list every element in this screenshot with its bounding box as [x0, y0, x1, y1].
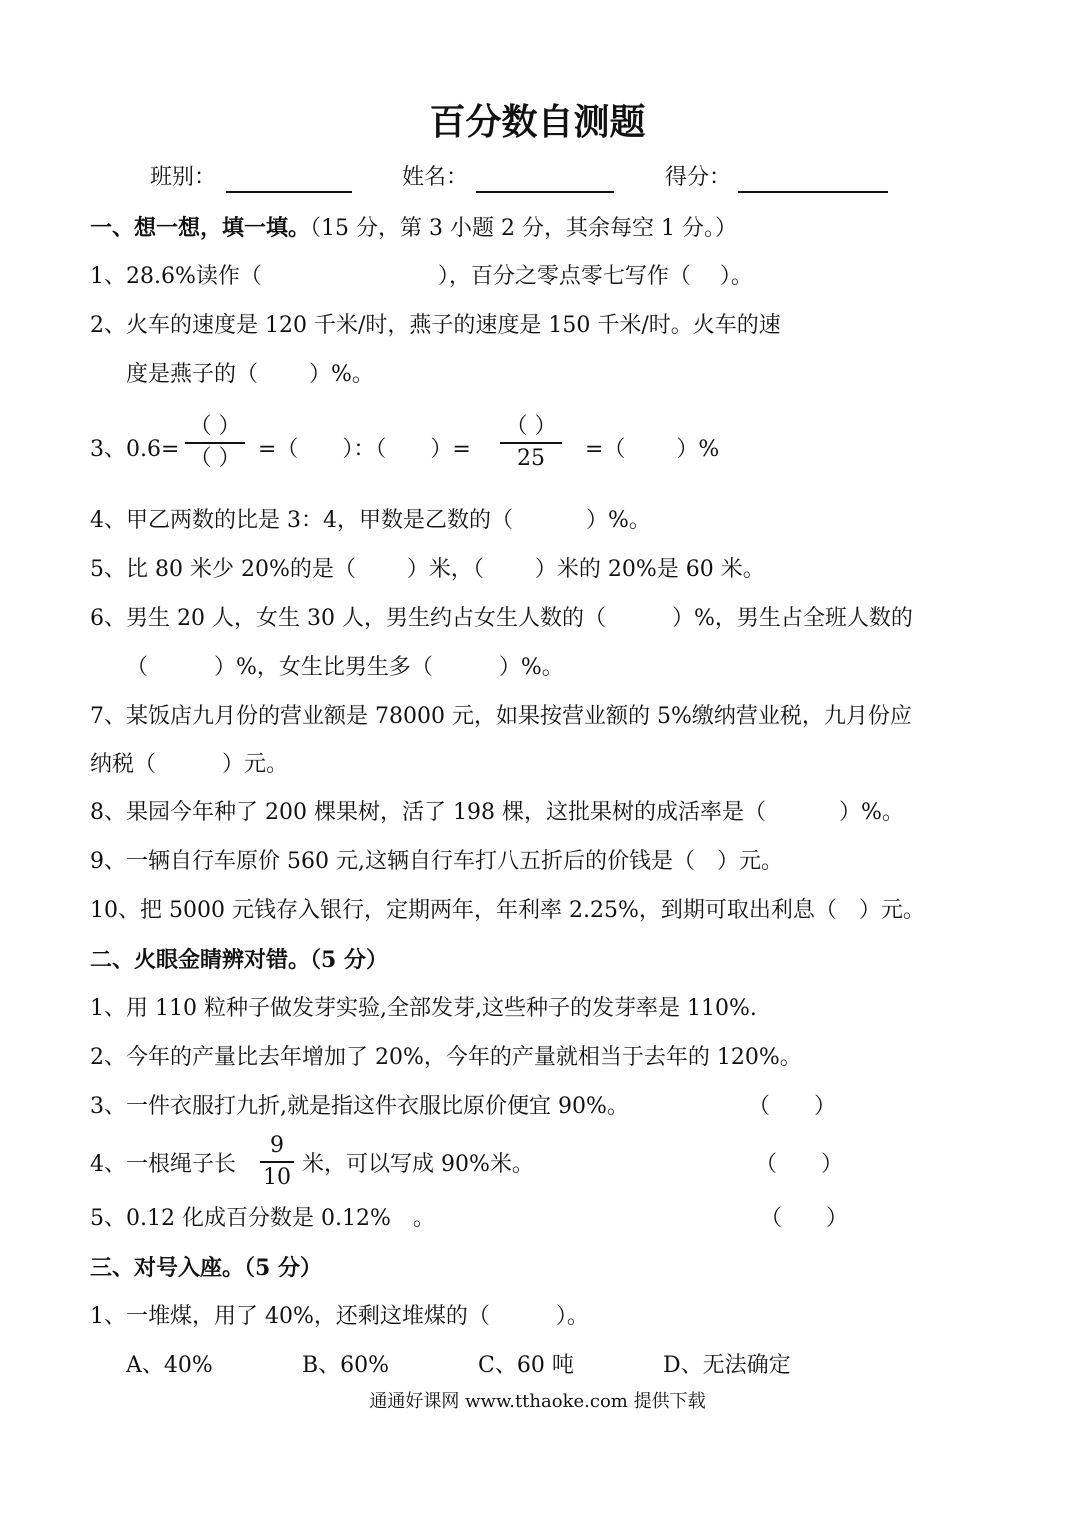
s1-question-10: 10、把 5000 元钱存入银行，定期两年，年利率 2.25%，到期可取出利息（ ）元。: [90, 898, 925, 923]
class-label: 班别：: [150, 165, 217, 190]
q3-fraction-2-numerator: （ ）: [505, 414, 557, 439]
q3-fraction-1: [185, 414, 245, 472]
score-label: 得分：: [665, 165, 732, 190]
s1-question-7a: 7、某饭店九月份的营业额是 78000 元，如果按营业额的 5%缴纳营业税，九月份应: [90, 704, 912, 729]
s1-question-5: 5、比 80 米少 20%的是（ ）米，（ ）米的 20%是 60 米。: [90, 557, 765, 582]
q4-fraction: [260, 1133, 294, 1191]
s2-question-2: 2、今年的产量比去年增加了 20%，今年的产量就相当于去年的 120%。: [90, 1045, 802, 1070]
s2-answer-box-3[interactable]: （ ）: [748, 1094, 837, 1119]
s1-question-6a: 6、男生 20 人，女生 30 人，男生约占女生人数的（ ）%，男生占全班人数的: [90, 606, 913, 631]
s2-question-5: 5、0.12 化成百分数是 0.12% 。: [90, 1206, 435, 1231]
name-blank[interactable]: [476, 167, 614, 193]
s3-option-d[interactable]: D、无法确定: [663, 1353, 791, 1378]
q3-fraction-1-bar: [185, 442, 245, 444]
s1-question-6b: （ ）%，女生比男生多（ ）%。: [126, 655, 564, 680]
s2-answer-box-4[interactable]: （ ）: [755, 1152, 844, 1177]
s1-question-8: 8、果园今年种了 200 棵果树，活了 198 棵，这批果树的成活率是（ ）%。: [90, 800, 904, 825]
s1-question-9: 9、一辆自行车原价 560 元,这辆自行车打八五折后的价钱是（ ）元。: [90, 849, 783, 874]
s3-option-c[interactable]: C、60 吨: [478, 1353, 574, 1378]
q4-fraction-denominator: 10: [263, 1165, 291, 1190]
q3-fraction-2-denominator: 25: [517, 446, 545, 471]
s2-question-3: 3、一件衣服打九折,就是指这件衣服比原价便宜 90%。: [90, 1094, 629, 1119]
section1-heading: 一、想一想，填一填。: [90, 215, 311, 241]
q4-fraction-numerator: 9: [270, 1133, 284, 1158]
section1-note: （15 分，第 3 小题 2 分，其余每空 1 分。）: [310, 216, 737, 241]
s2-answer-box-5[interactable]: （ ）: [760, 1206, 849, 1231]
class-blank[interactable]: [226, 167, 352, 193]
q3-fraction-2-bar: [500, 442, 562, 444]
s1-question-7b: 纳税（ ）元。: [90, 752, 289, 777]
s1-question-2b: 度是燕子的（ ）%。: [126, 362, 374, 387]
q3-fraction-1-numerator: （ ）: [189, 414, 241, 439]
s3-option-b[interactable]: B、60%: [302, 1353, 390, 1378]
section1-heading-line: [90, 213, 737, 244]
q3-fraction-2: [500, 414, 562, 472]
q4-fraction-bar: [260, 1161, 294, 1163]
s1-question-3-suffix: =（ ）%: [585, 437, 720, 462]
score-blank[interactable]: [738, 167, 888, 193]
s3-question-1: 1、一堆煤，用了 40%，还剩这堆煤的（ ）。: [90, 1304, 589, 1329]
s3-option-a[interactable]: A、40%: [126, 1353, 213, 1378]
s1-question-3-prefix: 3、0.6=: [90, 437, 180, 462]
s1-question-4: 4、甲乙两数的比是 3：4，甲数是乙数的（ ）%。: [90, 508, 651, 533]
footer-credit: 通通好课网 www.tthaoke.com 提供下载: [369, 1391, 706, 1412]
page-title: 百分数自测题: [429, 101, 646, 143]
name-label: 姓名：: [402, 165, 469, 190]
s1-question-2a: 2、火车的速度是 120 千米/时，燕子的速度是 150 千米/时。火车的速: [90, 313, 781, 338]
section2-heading: 二、火眼金睛辨对错。（5 分）: [90, 947, 388, 973]
q3-fraction-1-denominator: （ ）: [189, 446, 241, 471]
s2-question-4-prefix: 4、一根绳子长: [90, 1152, 236, 1177]
s1-question-1: 1、28.6%读作（ ），百分之零点零七写作（ ）。: [90, 264, 753, 289]
s1-question-3-middle: =（ ）：（ ）=: [258, 437, 471, 462]
s2-question-4-suffix: 米，可以写成 90%米。: [302, 1152, 534, 1177]
s2-question-1: 1、用 110 粒种子做发芽实验,全部发芽,这些种子的发芽率是 110%.: [90, 996, 757, 1021]
section3-heading: 三、对号入座。（5 分）: [90, 1255, 322, 1281]
